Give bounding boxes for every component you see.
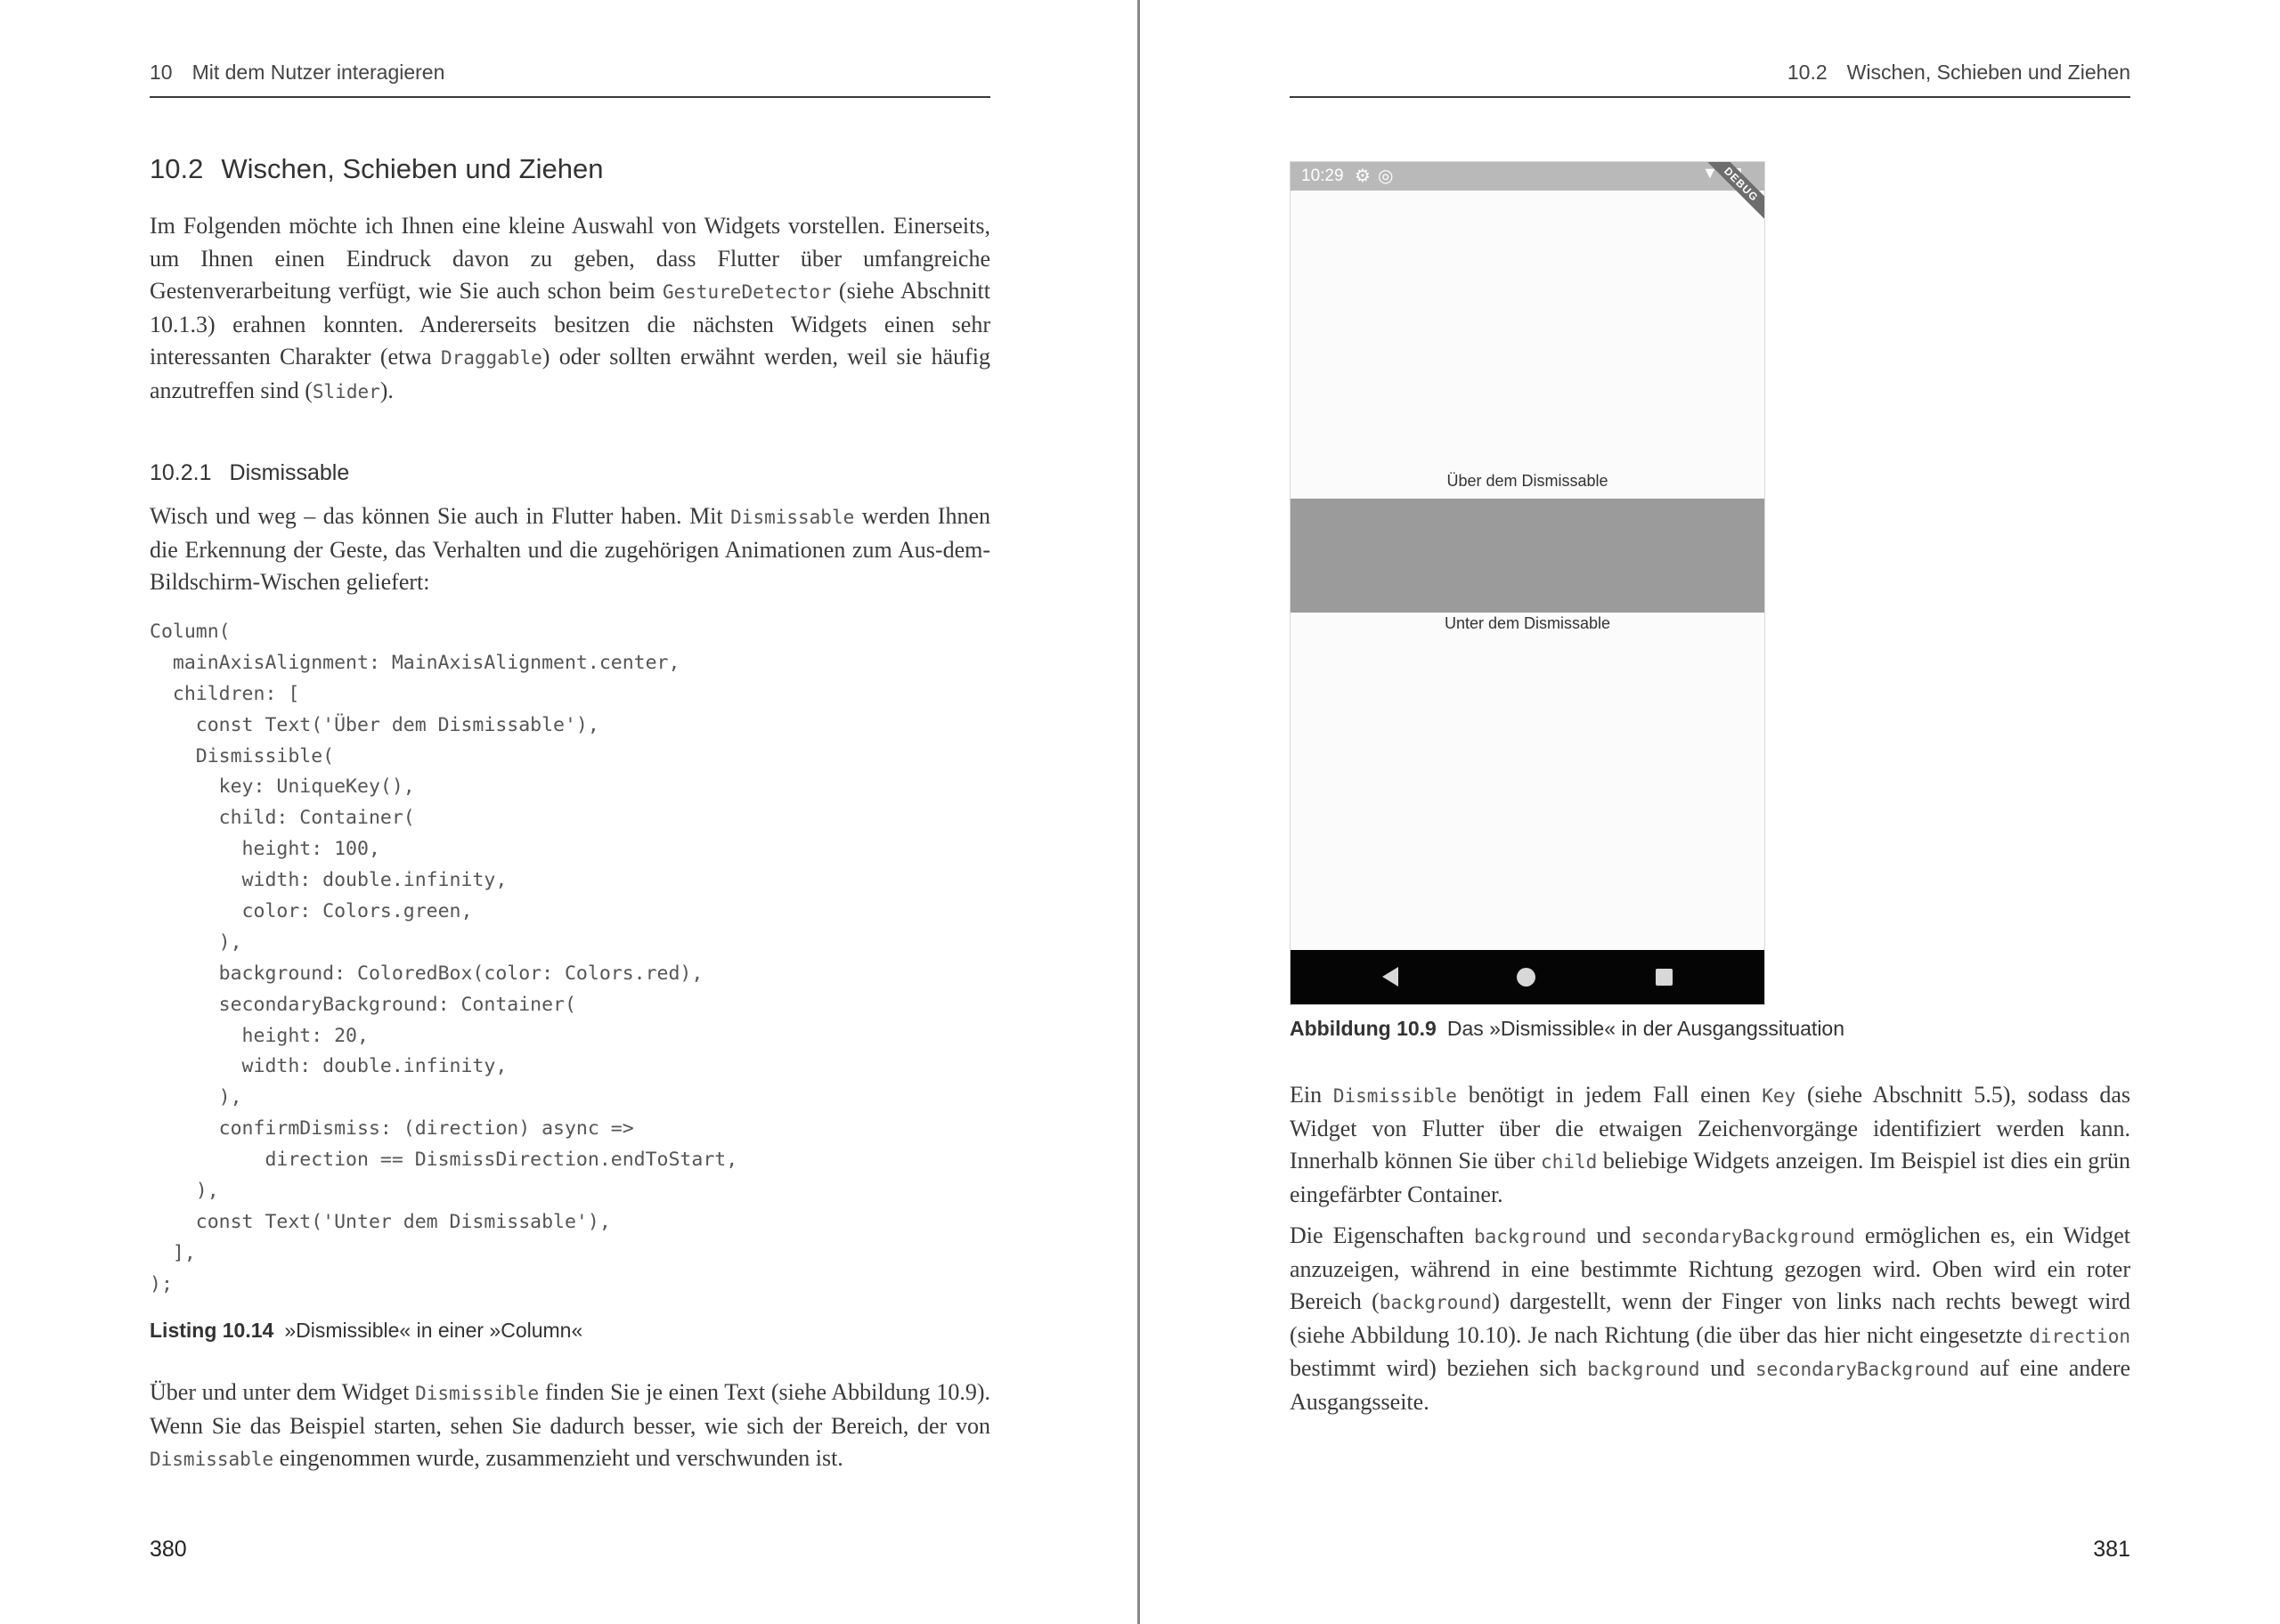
navigation-bar: [1291, 950, 1764, 1004]
page-number-right: 381: [2093, 1537, 2130, 1562]
dismissable-paragraph: [150, 500, 990, 599]
text-run: finden Sie je einen Text (siehe Abbildung 10.9). Wenn Sie das Beispiel starten, sehen Sie dadurch besser, wie sich der Bereich, der von: [150, 1379, 990, 1439]
code-line: );: [150, 1272, 173, 1295]
sync-icon: ◎: [1378, 166, 1394, 186]
intro-paragraph: [150, 210, 990, 408]
code-line: width: double.infinity,: [150, 869, 508, 892]
status-time: 10:29: [1301, 166, 1344, 185]
code-line: width: double.infinity,: [150, 1055, 508, 1078]
inline-code: direction: [2029, 1325, 2130, 1347]
status-bar: [1291, 162, 1764, 191]
code-line: secondaryBackground: Container(: [150, 993, 576, 1016]
home-icon[interactable]: [1517, 968, 1535, 987]
inline-code: secondaryBackground: [1755, 1359, 1970, 1380]
code-line: const Text('Über dem Dismissable'),: [150, 713, 599, 736]
figure-caption-text: Das »Dismissible« in der Ausgangssituation: [1446, 1017, 1845, 1040]
code-line: ),: [150, 1180, 219, 1203]
text-run: benötigt in jedem Fall einen: [1456, 1082, 1763, 1108]
inline-code: Key: [1762, 1085, 1796, 1107]
code-line: confirmDismiss: (direction) async =>: [150, 1117, 634, 1141]
code-line: color: Colors.green,: [150, 900, 473, 923]
background-paragraph: [1290, 1220, 2130, 1418]
code-line: background: ColoredBox(color: Colors.red),: [150, 962, 704, 985]
section-title-head: Wischen, Schieben und Ziehen: [1846, 61, 2130, 84]
inline-code: background: [1473, 1226, 1587, 1247]
text-run: ) dargestellt, wenn der Finger von links nach rechts bewegt wird (siehe Abbildung 10.10). Je nach Richtung (die über das hier nicht eingesetzte: [1290, 1288, 2130, 1348]
code-line: height: 100,: [150, 838, 380, 861]
code-line: ),: [150, 930, 242, 954]
inline-code: Dismissible: [1332, 1085, 1457, 1107]
text-run: Ein: [1290, 1082, 1333, 1108]
running-head-right: [1290, 61, 2130, 98]
text-run: ) oder sollten erwähnt werden, weil sie häufig anzutreffen sind (: [150, 344, 990, 403]
back-icon[interactable]: [1382, 967, 1398, 987]
code-line: ],: [150, 1241, 196, 1264]
key-paragraph: [1290, 1079, 2130, 1211]
text-run: beliebige Widgets anzeigen. Im Beispiel ist dies ein grün eingefärbter Container.: [1290, 1148, 2130, 1207]
subsection-title: Dismissable: [229, 460, 350, 485]
page-number-left: 380: [150, 1537, 187, 1562]
section-heading: [150, 153, 603, 185]
chapter-title: Mit dem Nutzer interagieren: [191, 61, 445, 84]
text-run: und: [1586, 1222, 1641, 1248]
text-above-dismissable: Über dem Dismissable: [1446, 472, 1608, 490]
text-run: eingenommen wurde, zusammenzieht und verschwunden ist.: [273, 1445, 843, 1471]
subsection-number: 10.2.1: [150, 460, 212, 485]
section-number-head: 10.2: [1787, 61, 1828, 84]
inline-code: Dismissable: [150, 1449, 274, 1470]
code-line: Column(: [150, 621, 231, 643]
text-run: ).: [379, 377, 394, 403]
section-title: Wischen, Schieben und Ziehen: [221, 153, 604, 184]
text-below-dismissable: Unter dem Dismissable: [1444, 614, 1611, 632]
wifi-icon: ▼: [1702, 164, 1718, 182]
text-run: auf eine andere Ausgangsseite.: [1290, 1355, 2131, 1415]
code-line: mainAxisAlignment: MainAxisAlignment.center,: [150, 651, 680, 674]
text-run: ermöglichen es, ein Widget anzuzeigen, während in eine bestimmte Richtung gezogen wird. Oben wird ein roter Bereich (: [1290, 1222, 2131, 1314]
text-run: Die Eigenschaften: [1290, 1222, 1474, 1248]
subsection-heading: [150, 460, 349, 486]
inline-code: Dismissable: [730, 507, 855, 528]
listing-caption-label: Listing 10.14: [150, 1319, 274, 1342]
inline-code: secondaryBackground: [1641, 1226, 1855, 1247]
code-listing: [150, 617, 987, 1301]
text-run: Wisch und weg – das können Sie auch in Flutter haben. Mit: [150, 503, 731, 529]
figure-caption-label: Abbildung 10.9: [1290, 1017, 1437, 1040]
listing-caption-text: »Dismissible« in einer »Column«: [284, 1319, 583, 1342]
text-run: werden Ihnen die Erkennung der Geste, das Verhalten und die zugehörigen Animationen zum Aus-dem-Bildschirm-Wischen geliefert:: [150, 503, 990, 595]
code-line: ),: [150, 1086, 242, 1109]
debug-banner: DEBUG: [1698, 161, 1765, 228]
code-line: const Text('Unter dem Dismissable'),: [150, 1210, 611, 1233]
inline-code: background: [1587, 1359, 1700, 1380]
closing-paragraph: [150, 1376, 990, 1476]
text-run: Im Folgenden möchte ich Ihnen eine kleine Auswahl von Widgets vorstellen. Einerseits, um Ihnen einen Eindruck davon zu geben, dass Flutter über umfangreiche Gestenverarbeitung verfügt, wie Sie auch schon beim: [150, 213, 990, 304]
text-run: (siehe Abschnitt 5.5), sodass das Widget von Flutter über die etwaigen Zeichenvorgänge identifiziert werden kann. Innerhalb können Sie über: [1290, 1082, 2130, 1173]
recents-icon[interactable]: [1656, 969, 1673, 986]
phone-screenshot: [1290, 161, 1765, 1005]
gear-icon: ⚙: [1355, 166, 1371, 186]
dismissable-container[interactable]: [1291, 499, 1764, 613]
figure-caption: [1290, 1017, 1844, 1041]
section-number: 10.2: [150, 153, 204, 184]
running-head-left: [150, 61, 990, 98]
inline-code: child: [1541, 1151, 1598, 1173]
code-line: key: UniqueKey(),: [150, 775, 415, 799]
inline-code: background: [1379, 1292, 1493, 1313]
code-line: direction == DismissDirection.endToStart,: [150, 1149, 738, 1172]
inline-code: Slider: [312, 380, 380, 402]
inline-code: Draggable: [440, 347, 542, 369]
code-line: child: Container(: [150, 807, 415, 830]
inline-code: Dismissible: [415, 1383, 540, 1404]
code-line: Dismissible(: [150, 744, 335, 767]
text-run: Über und unter dem Widget: [150, 1379, 416, 1405]
text-run: und: [1699, 1355, 1755, 1381]
code-line: children: [: [150, 682, 300, 705]
text-run: (siehe Abschnitt 10.1.3) erahnen konnten. Andererseits besitzen die nächsten Widgets einen sehr interessanten Charakter (etwa: [150, 278, 990, 369]
chapter-number: 10: [150, 61, 173, 84]
listing-caption: [150, 1319, 582, 1343]
code-line: height: 20,: [150, 1024, 369, 1047]
text-run: bestimmt wird) beziehen sich: [1290, 1355, 1588, 1381]
inline-code: GestureDetector: [662, 281, 832, 303]
